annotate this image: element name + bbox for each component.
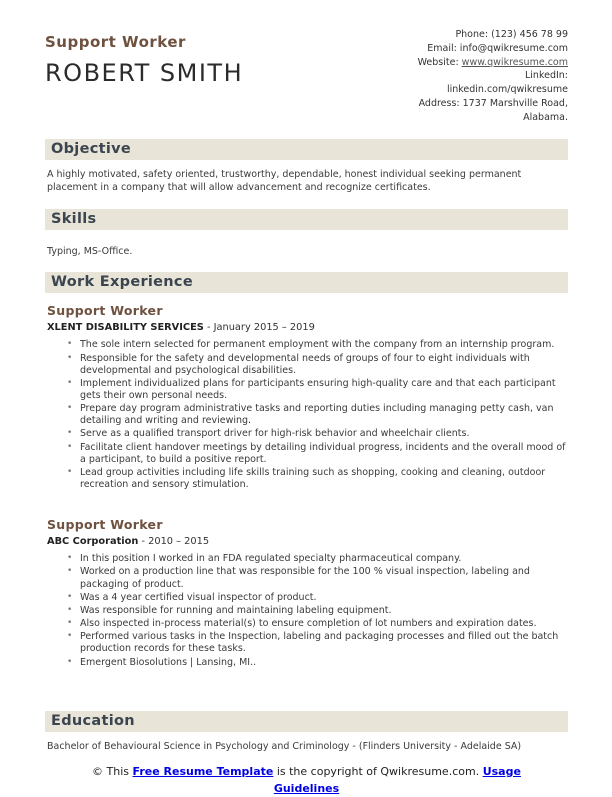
job-entry bbox=[47, 517, 568, 668]
contact-line: Phone: (123) 456 78 99 bbox=[455, 29, 568, 40]
job-entry bbox=[47, 303, 568, 491]
bullet-item: • The sole intern selected for permanent employment with the company from an internship program. bbox=[80, 339, 566, 351]
header bbox=[45, 28, 568, 124]
job-role: Support Worker bbox=[47, 517, 163, 533]
bullet-item: • Worked on a production line that was responsible for the 100 % visual inspection, labeling and packaging of product. bbox=[80, 566, 566, 590]
bullet-item: • Responsible for the safety and developmental needs of groups of four to eight individuals with developmental and psychological disabilities. bbox=[80, 353, 566, 377]
bullet-item: • Lead group activities including life skills training such as shopping, cooking and cleaning, outdoor recreation and sensory stimulation. bbox=[80, 467, 566, 491]
section-title-skills: Skills bbox=[45, 209, 568, 230]
contact-label: Website: bbox=[417, 56, 462, 68]
objective-text: A highly motivated, safety oriented, trustworthy, dependable, honest individual seeking permanent placement in a company that will allow advancement and recognize certificates. bbox=[47, 169, 522, 193]
work-experience-list bbox=[45, 303, 568, 668]
bullet-item: • Also inspected in-process material(s) to ensure completion of lot numbers and expiration dates. bbox=[80, 618, 566, 630]
contact-line: Alabama. bbox=[523, 111, 568, 123]
bullet-item: • Implement individualized plans for participants ensuring high-quality care and that each participant gets their own personal needs. bbox=[80, 378, 566, 402]
job-bullet-list bbox=[47, 339, 568, 491]
bullet-item: • Prepare day program administrative tasks and reporting duties including managing petty cash, van detailing and writing and reviewing. bbox=[80, 403, 566, 427]
contact-line: linkedin.com/qwikresume bbox=[446, 84, 568, 96]
bullet-item: • Performed various tasks in the Inspection, labeling and packaging processes and filled out the batch production records for these tasks. bbox=[80, 631, 566, 655]
footer-prefix: © This bbox=[92, 765, 133, 779]
contact-line: Address: 1737 Marshville Road, bbox=[418, 97, 568, 109]
bullet-item: • In this position I worked in an FDA regulated specialty pharmaceutical company. bbox=[80, 553, 566, 565]
header-job-title: Support Worker bbox=[45, 33, 186, 51]
header-identity bbox=[45, 28, 243, 124]
contact-line: LinkedIn: bbox=[524, 70, 568, 82]
job-company-line bbox=[47, 322, 568, 333]
job-role: Support Worker bbox=[47, 303, 163, 319]
contact-line bbox=[396, 56, 568, 70]
job-company-line bbox=[47, 536, 568, 547]
job-company: XLENT DISABILITY SERVICES bbox=[47, 322, 204, 334]
bullet-item: • Facilitate client handover meetings by detailing individual progress, incidents and the overall mood of a participant, to build a positive report. bbox=[80, 442, 566, 466]
section-title-education: Education bbox=[45, 711, 568, 732]
bullet-item: • Emergent Biosolutions | Lansing, MI.. bbox=[80, 657, 566, 669]
job-company: ABC Corporation bbox=[47, 536, 139, 548]
job-bullet-list bbox=[47, 553, 568, 668]
contact-line: Email: info@qwikresume.com bbox=[427, 42, 568, 54]
job-dates: - 2010 – 2015 bbox=[138, 536, 210, 548]
bullet-item: • Was a 4 year certified visual inspector of product. bbox=[80, 592, 566, 604]
contact-info bbox=[396, 28, 568, 124]
job-dates: - January 2015 – 2019 bbox=[203, 322, 315, 334]
bullet-item: • Serve as a qualified transport driver for high-risk behavior and wheelchair clients. bbox=[80, 428, 566, 440]
website-link[interactable]: www.qwikresume.com bbox=[461, 56, 568, 68]
education-text: Bachelor of Behavioural Science in Psychology and Criminology - (Flinders University - Adelaide SA) bbox=[47, 740, 522, 752]
skills-text: Typing, MS-Office. bbox=[47, 246, 133, 258]
usage-guidelines-link[interactable]: Usage Guidelines bbox=[273, 765, 521, 796]
free-resume-template-link[interactable]: Free Resume Template bbox=[132, 765, 274, 779]
bullet-item: • Was responsible for running and maintaining labeling equipment. bbox=[80, 605, 566, 617]
person-name: ROBERT SMITH bbox=[45, 59, 244, 87]
footer-middle: is the copyright of Qwikresume.com. bbox=[273, 765, 483, 779]
section-title-work-experience: Work Experience bbox=[45, 272, 568, 293]
section-title-objective: Objective bbox=[45, 139, 568, 160]
